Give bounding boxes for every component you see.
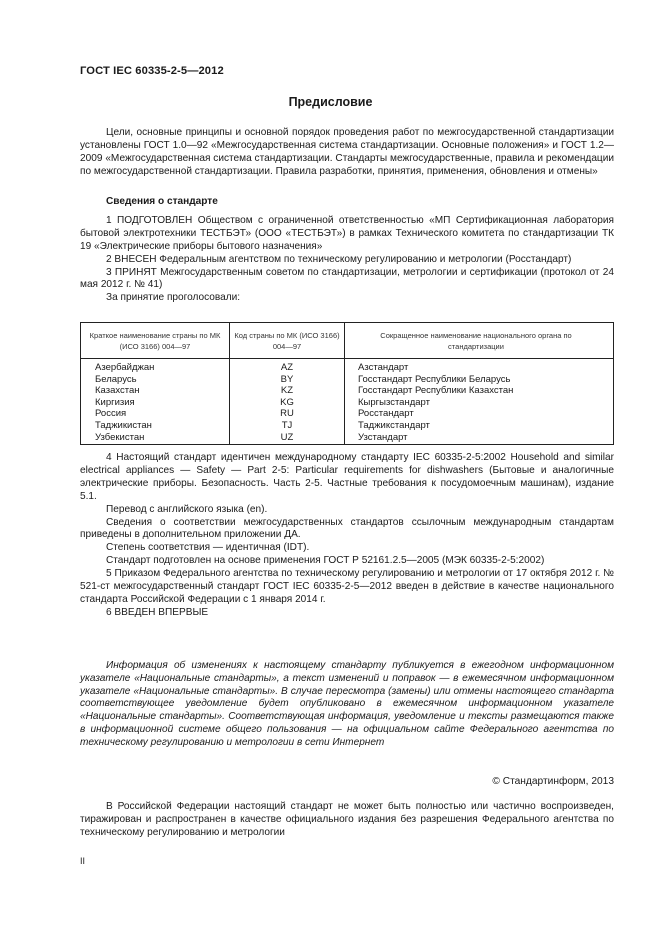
degree-note: Степень соответствия — идентичная (IDT). [106,542,310,554]
table-cell-country: Азербайджан [95,362,155,373]
table-cell-code: KG [280,396,294,408]
table-column-divider [344,323,345,444]
table-cell-country: Беларусь [95,373,137,385]
table-column-divider [229,323,230,444]
table-cell-body: Азстандарт [358,362,409,373]
intro-paragraph: Цели, основные принципы и основной порядок проведения работ по межгосударственной стандартизации установлены ГОСТ 1.0—92 «Межгосударственная система стандартизации. Основные положения» и ГОСТ 1.2—2009 «Межгосударственная система стандартизации. Стандарты межгосударственные, правила и рекомендации по межгосударственной стандартизации. Правила разработки, принятия, применения, обновления и отмены» [80,127,614,177]
changes-info-paragraph: Информация об изменениях к настоящему стандарту публикуется в ежегодном информационном указателе «Национальные стандарты», а текст изменений и поправок — в ежемесячном информационном указателе «Национальные стандарты». В случае пересмотра (замены) или отмены настоящего стандарта соответствующее уведомление будет опубликовано в ежемесячном информационном указателе «Национальные стандарты». Соответствующая информация, уведомление и тексты размещаются также в информационной системе общего пользования — на официальном сайте Федерального агентства по техническому регулированию и метрологии в сети Интернет [80,660,614,748]
standard-info-block [80,196,614,305]
table-cell-code: UZ [280,431,294,443]
table-cell-body: Таджикстандарт [358,419,430,431]
rf-notice-paragraph: В Российской Федерации настоящий стандарт не может быть полностью или частично воспроизведен, тиражирован и распространен в качестве официального издания без разрешения Федерального агентства по техническому регулированию и метрологии [80,801,614,838]
table-cell-country: Россия [95,408,127,420]
table-cell-country: Узбекистан [95,431,145,443]
table-header-divider [81,358,613,359]
standard-details-block [80,452,614,620]
table-cell-country: Казахстан [95,385,140,397]
section-heading: Сведения о стандарте [106,196,218,207]
table-cell-body: Госстандарт Республики Казахстан [358,385,514,397]
page-number: II [80,856,86,866]
correspondence-note: Сведения о соответствии межгосударственных стандартов ссылочным международным стандартам приведены в дополнительном приложении ДА. [80,516,614,541]
table-column-country [95,362,154,443]
document-header: ГОСТ IEC 60335-2-5—2012 [80,65,224,77]
item-1: 1 ПОДГОТОВЛЕН Обществом с ограниченной ответственностью «МП Сертификационная лаборатория бытовой электротехники ТЕСТБЭТ» (ООО «ТЕСТБЭТ») в рамках Технического комитета по стандартизации ТК 19 «Электрические приборы бытового назначения» [80,214,614,252]
table-cell-code: AZ [280,362,294,373]
translation-note: Перевод с английского языка (en). [106,503,268,515]
table-cell-body: Госстандарт Республики Беларусь [358,373,511,385]
intro-block [80,127,614,179]
table-cell-country: Таджикистан [95,419,152,431]
table-cell-code: KZ [280,385,294,397]
table-column-body [358,362,513,443]
voted-caption: За принятие проголосовали: [106,292,241,304]
item-2: 2 ВНЕСЕН Федеральным агентством по техническому регулированию и метрологии (Росстандарт) [106,253,572,265]
voting-table [80,322,614,445]
table-header-code: Код страны по МК (ИСО 3166) 004—97 [234,331,340,351]
table-cell-body: Росстандарт [358,408,414,420]
table-header-body: Сокращенное наименование национального органа по стандартизации [380,331,572,351]
item-6: 6 ВВЕДЕН ВПЕРВЫЕ [106,606,209,618]
item-4: 4 Настоящий стандарт идентичен международному стандарту IEC 60335-2-5:2002 Household and similar electrical appliances — Safety — Part 2-5: Particular requirements for dishwashers (Бытовые и аналогичные электрические приборы. Безопасность. Часть 2-5. Частные требования к посудомоечным машинам), издание 5.1. [80,452,614,502]
copyright-line: © Стандартинформ, 2013 [492,776,614,787]
table-cell-code: BY [280,373,294,385]
page-title: Предисловие [288,95,373,109]
table-cell-code: RU [280,408,294,420]
rf-notice-block [80,801,614,839]
table-cell-country: Киргизия [95,396,135,408]
table-column-code [231,362,343,443]
table-cell-body: Кыргызстандарт [358,396,430,408]
table-header-country: Краткое наименование страны по МК (ИСО 3166) 004—97 [89,331,221,351]
table-cell-body: Узстандарт [358,431,408,443]
prepared-note: Стандарт подготовлен на основе применения ГОСТ Р 52161.2.5—2005 (МЭК 60335-2-5:2002) [106,555,545,567]
item-3: 3 ПРИНЯТ Межгосударственным советом по стандартизации, метрологии и сертификации (протокол от 24 мая 2012 г. № 41) [80,266,614,291]
table-cell-code: TJ [281,419,293,431]
changes-info-block [80,660,614,750]
item-5: 5 Приказом Федерального агентства по техническому регулированию и метрологии от 17 октября 2012 г. № 521-ст межгосударственный стандарт ГОСТ IEC 60335-2-5—2012 введен в действие в качестве национального стандарта Российской Федерации с 1 января 2014 г. [80,568,614,605]
